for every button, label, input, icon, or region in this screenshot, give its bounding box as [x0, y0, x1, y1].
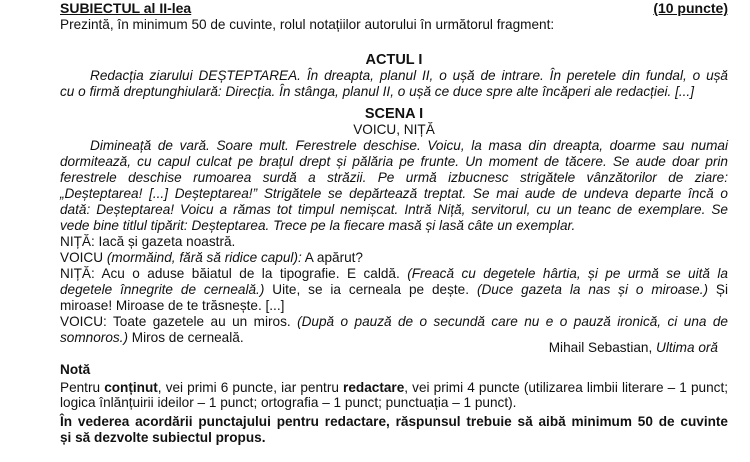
dialogue-line — [60, 314, 728, 330]
subject-title: SUBIECTUL al II-lea — [60, 0, 192, 16]
subject-header — [60, 0, 728, 16]
dialogue-text: Miros de cerneală. — [131, 330, 244, 345]
dialogue-text: Uite, se ia cerneala pe dește. — [272, 282, 470, 297]
stage-direction: (Freacă cu degetele hârtia, și pe urmă se uită la — [407, 266, 728, 281]
source-attribution — [60, 340, 718, 356]
dialogue-text: Iacă și gazeta noastră. — [98, 234, 236, 249]
stage-direction-line: ferestrele deschise rumoarea surdă a străzii. Pe urmă izbucnesc strigătele vânzătorilor de ziare: — [60, 170, 728, 185]
stage-direction: (mormăind, fără să ridice capul): — [106, 250, 302, 265]
dialogue-line — [60, 282, 728, 298]
note-text: Pentru — [60, 380, 101, 395]
stage-direction-line: dormitează, cu capul culcat pe brațul drept și pălăria pe frunte. Un moment de tăcere. Se aude doar prin — [60, 154, 728, 169]
act-line: cu o firmă dreptunghiulară: Direcția. În stânga, planul II, o ușă ce duce spre alte încăperi ale redacției. [...] — [60, 84, 694, 99]
dialogue-text: Toate gazetele au un miros. — [113, 314, 291, 329]
stage-direction: degetele înnegrite de cerneală.) — [60, 282, 265, 297]
speaker-name: VOICU: — [60, 314, 107, 329]
dialogue-line — [60, 250, 728, 266]
scene-title: SCENA I — [364, 106, 424, 122]
note-text: , vei primi 4 puncte (utilizarea limbii literare – 1 punct; — [404, 380, 729, 395]
stage-direction: somnoros.) — [60, 330, 128, 345]
stage-direction: (După o pauză de o secundă care nu e o pauză ironică, ci una de — [297, 314, 728, 329]
source-work: Ultima oră — [656, 340, 718, 355]
act-title: ACTUL I — [365, 52, 423, 68]
dialogue-text: Acu o aduse băiatul de la tipografie. E caldă. — [101, 266, 400, 281]
speaker-name: NIȚĂ: — [60, 266, 95, 281]
stage-direction-line: vede bine titlul tipărit: Deșteptarea. Trece pe la fiecare masă și lasă câte un exemplar. — [60, 218, 576, 233]
stage-direction-line: „Deșteptarea! [...] Deșteptarea!” Strigătele se depărtează treptat. Se mai aude de undeva departe încă o — [60, 186, 728, 201]
scene-characters: VOICU, NIȚĂ — [353, 122, 435, 137]
dialogue-line: miroase! Miroase de te trăsnește. [...] — [60, 298, 285, 313]
note-title: Notă — [60, 362, 91, 377]
task-instruction: Prezintă, în minimum 50 de cuvinte, rolul notațiilor autorului în următorul fragment: — [60, 17, 555, 32]
note-keyword-content: conținut — [104, 380, 158, 395]
note-requirement: și să dezvolte subiectul propus. — [60, 430, 266, 445]
stage-direction: (Duce gazeta la nas și o miroase.) — [476, 282, 708, 297]
note-line — [60, 380, 728, 396]
speaker-name: NIȚĂ: — [60, 234, 95, 249]
act-line: Redacția ziarului DEȘTEPTAREA. În dreapta, planul II, o ușă de intrare. În peretele din fundal, o ușă — [90, 68, 728, 83]
note-keyword-writing: redactare — [343, 380, 405, 395]
dialogue-line — [60, 234, 728, 250]
subject-points: (10 puncte) — [653, 0, 728, 16]
note-requirement: În vederea acordării punctajului pentru redactare, răspunsul trebuie să aibă minimum 50 de cuvinte — [60, 414, 728, 429]
note-line: logica înlănțuirii ideilor – 1 punct; ortografia – 1 punct; punctuația – 1 punct). — [60, 395, 517, 410]
note-text: , vei primi 6 puncte, iar pentru — [157, 380, 339, 395]
stage-direction-line: Dimineață de vară. Soare mult. Ferestrele deschise. Voicu, la masa din dreapta, doarme sau numai — [90, 138, 728, 153]
dialogue-line — [60, 266, 728, 282]
source-author: Mihail Sebastian, — [548, 340, 653, 355]
speaker-name: VOICU — [60, 250, 104, 265]
stage-direction-line: dată: Deșteptarea! Voicu a rămas tot timpul nemișcat. Intră Niță, servitorul, cu un teanc de exemplare. Se — [60, 202, 728, 217]
dialogue-text: A apărut? — [304, 250, 363, 265]
dialogue-text: Și — [715, 282, 729, 297]
